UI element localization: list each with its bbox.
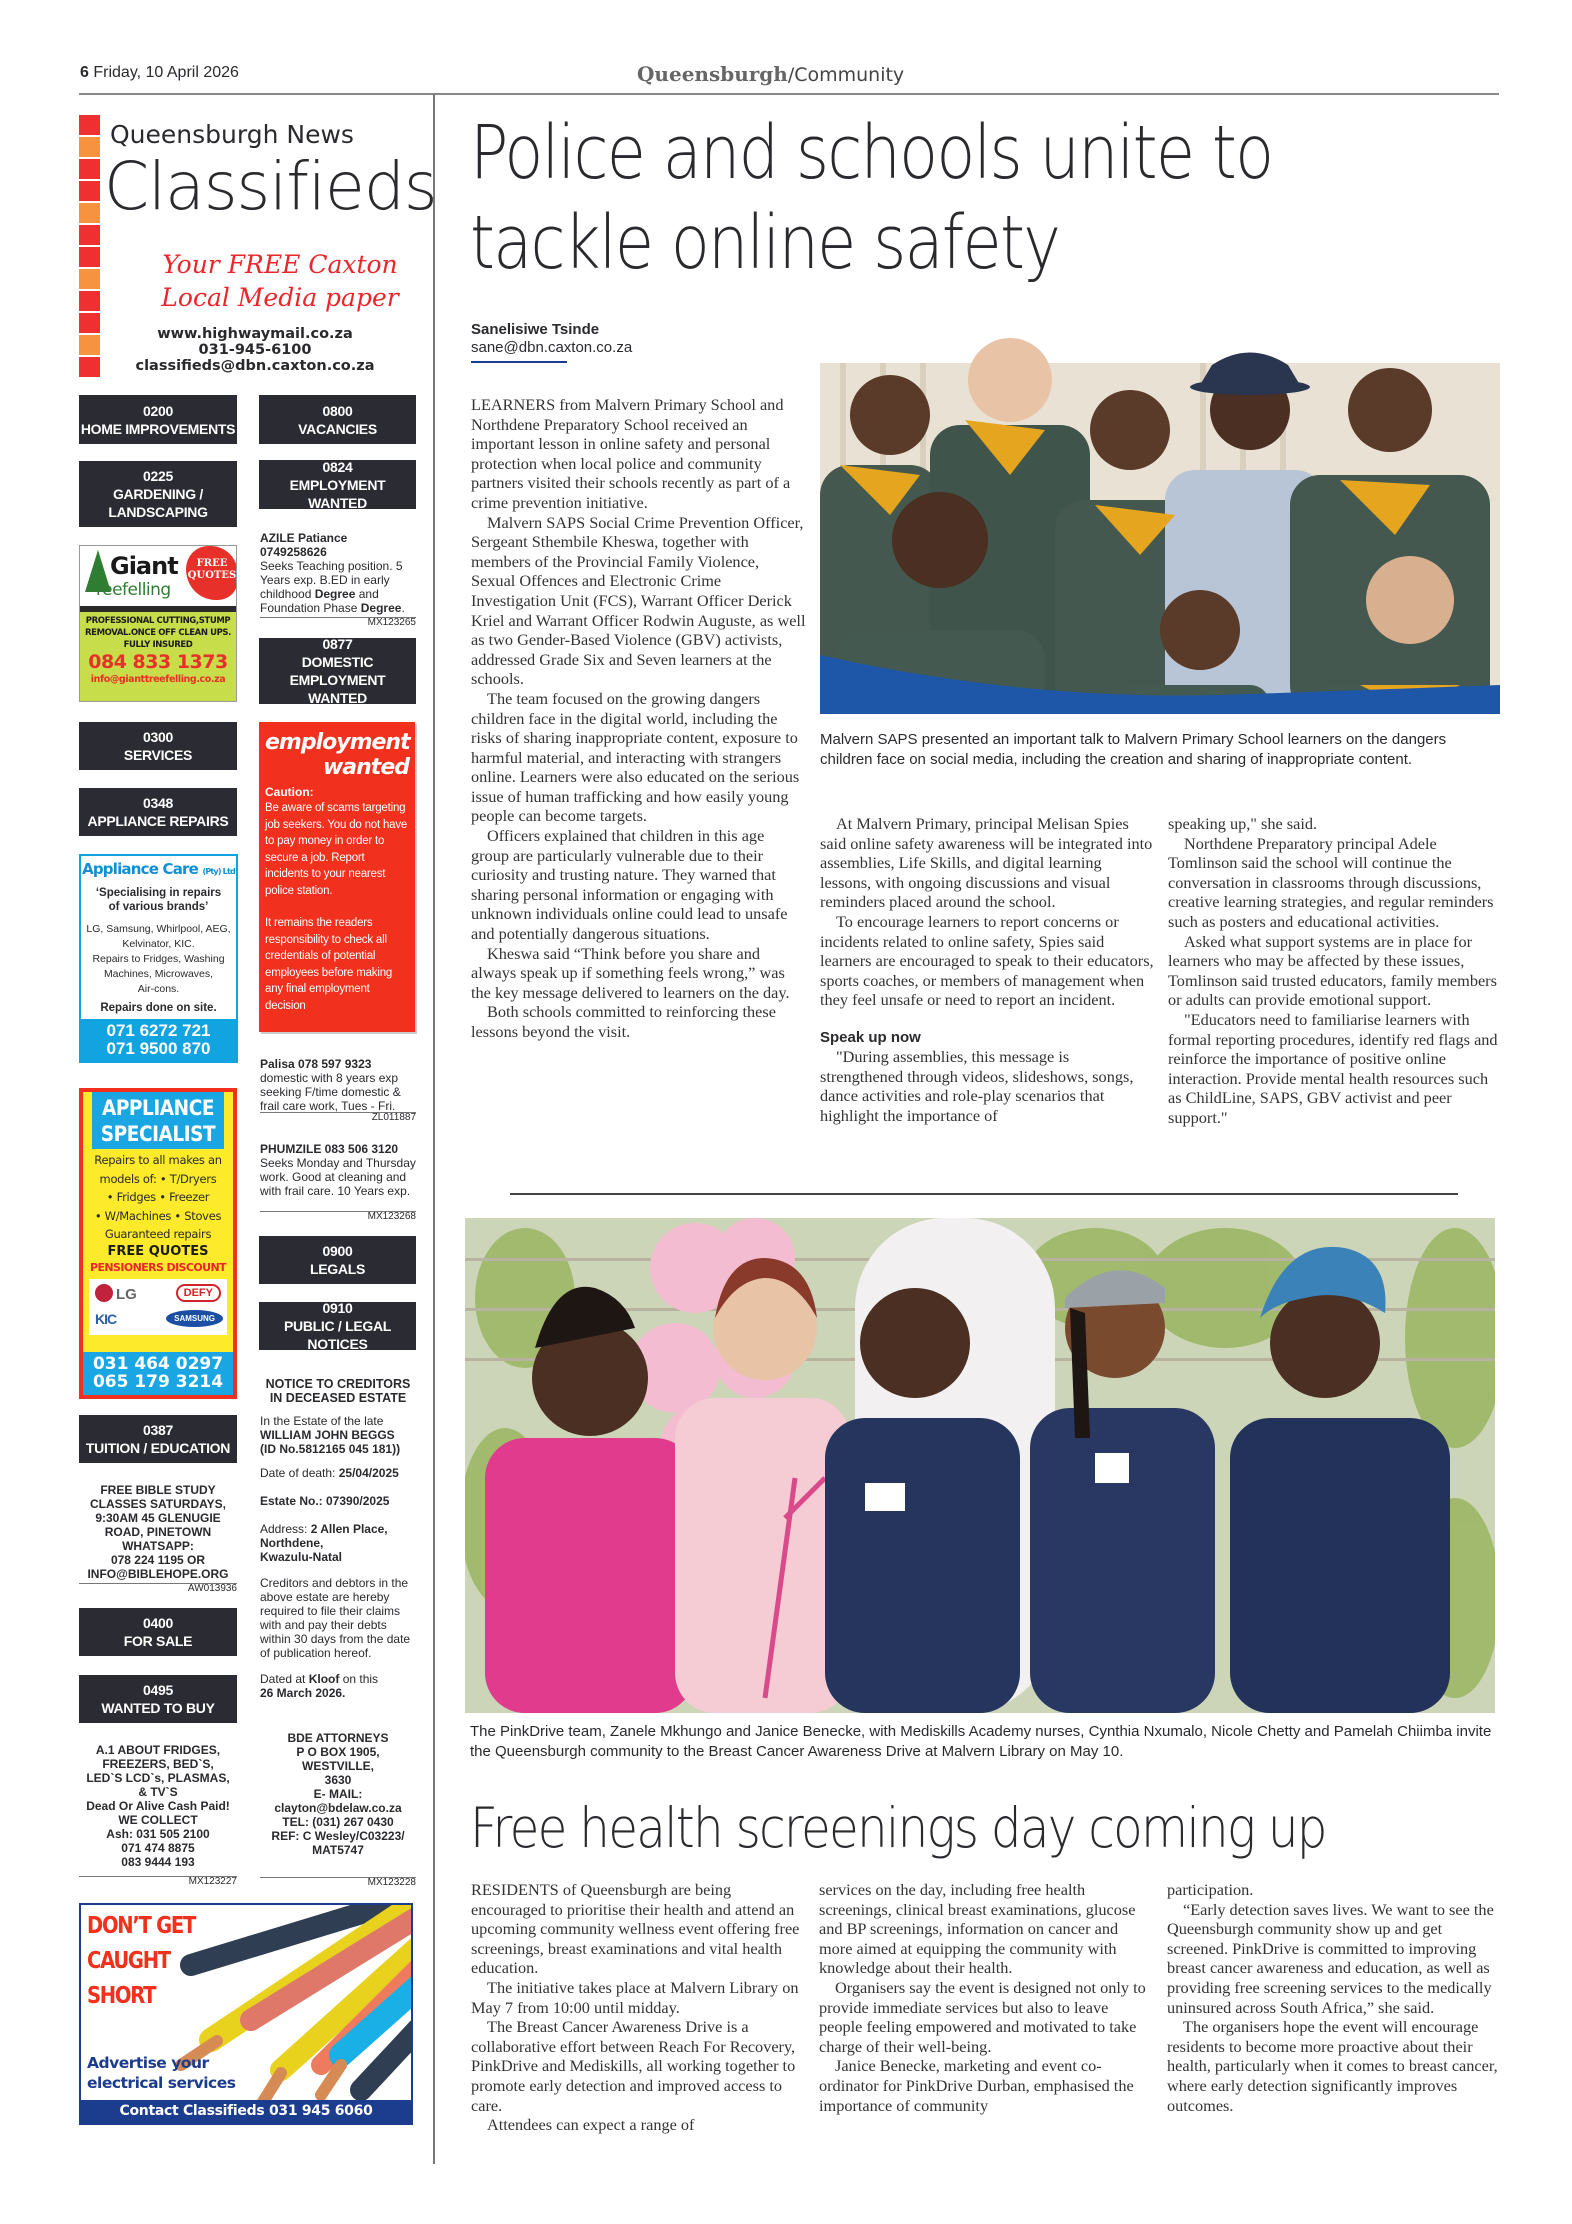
category-code: 0200 xyxy=(143,402,173,419)
ad-line: 9:30AM 45 GLENUGIE xyxy=(95,1511,221,1525)
headline-line: DON’T GET xyxy=(87,1913,196,1939)
category-code: 0824 xyxy=(322,458,353,475)
paragraph: RESIDENTS of Queensburgh are being encouraged to prioritise their health and attend an upcoming community wellness event offering free screenings, breast examinations and vital health education. xyxy=(471,1880,800,1978)
ad-inner xyxy=(83,1092,233,1395)
brands-line: Machines, Microwaves, xyxy=(103,968,214,980)
classified-palisa xyxy=(260,1057,420,1113)
brands-line: Air-cons. xyxy=(137,983,180,995)
paragraph: Asked what support systems are in place for learners who may be affected by these issues, Tomlinson said trusted educators, family members or adults can provide emotional support. xyxy=(1168,931,1497,1010)
ad-brands xyxy=(81,922,236,997)
ad-email[interactable]: info@gianttreefelling.co.za xyxy=(90,674,226,685)
kic-logo-icon: KIC xyxy=(95,1310,117,1327)
article-column-3 xyxy=(1167,1880,1502,2115)
category-0300 xyxy=(79,722,237,770)
section-name: /Community xyxy=(787,64,905,86)
brands-line: Repairs to Fridges, Washing xyxy=(92,953,225,965)
category-0348 xyxy=(79,788,237,836)
attorney-line: 3630 xyxy=(324,1773,352,1787)
paragraph: Northdene Preparatory principal Adele Tomlinson said the school will continue the conversation in classrooms through discussions, creative learning strategies, and regular reminders such as posters and educational activities. xyxy=(1168,833,1494,931)
column-divider xyxy=(433,94,435,2164)
attorney-line: WESTVILLE, xyxy=(302,1759,374,1773)
title-line: wanted xyxy=(322,755,409,780)
ad-body: Seeks Monday and Thursday work. Good at cleaning and with frail care. 10 Years exp. xyxy=(260,1156,416,1198)
attorney-line: REF: C Wesley/C03223/ xyxy=(271,1829,405,1843)
ad-line: 078 224 1195 OR xyxy=(110,1553,206,1567)
phone-number[interactable]: 071 6272 721 xyxy=(106,1021,211,1040)
ad-bold: Degree xyxy=(314,587,356,601)
ad-line: FREEZERS, BED`S, xyxy=(102,1757,214,1771)
learners-photo-image xyxy=(820,300,1500,714)
ad-appliance-specialist[interactable] xyxy=(79,1088,237,1399)
ad-line: A.1 ABOUT FRIDGES, xyxy=(95,1743,221,1757)
headline-line: Police and schools unite to xyxy=(470,110,1273,196)
ad-name: PHUMZILE 083 506 3120 xyxy=(260,1142,399,1156)
ad-brand-sub: reefelling xyxy=(96,580,171,600)
author-name: Sanelisiwe Tsinde xyxy=(471,321,600,338)
paragraph: Janice Benecke, marketing and event co-ordinator for PinkDrive Durban, emphasised the importance of community xyxy=(819,2056,1134,2115)
ad-reference: MX123268 xyxy=(260,1211,416,1222)
category-label: WANTED TO BUY xyxy=(101,1700,215,1716)
estate-intro: In the Estate of the late xyxy=(260,1414,384,1428)
headline-line: tackle online safety xyxy=(470,200,1060,286)
ad-brand xyxy=(81,856,236,878)
byline-divider xyxy=(471,361,567,363)
paragraph: The team focused on the growing dangers children face in the digital world, including the risks of sharing inappropriate content, exposure to harmful material, and interacting with strangers online. Learners were also educated on the serious issue of human trafficking and how easily young people can become targets. xyxy=(471,688,800,826)
ad-line: CLASSES SATURDAYS, xyxy=(89,1497,227,1511)
category-0900 xyxy=(259,1236,416,1284)
free-quotes-badge xyxy=(186,546,237,600)
category-code: 0348 xyxy=(143,795,173,811)
category-0200 xyxy=(79,395,237,444)
deceased-name: WILLIAM JOHN BEGGS xyxy=(260,1428,395,1442)
section-town: Queensburgh xyxy=(637,62,788,86)
attorney-phone: TEL: (031) 267 0430 xyxy=(282,1815,394,1829)
category-0800 xyxy=(259,395,416,444)
ad-body xyxy=(80,612,236,702)
ad-line: WE COLLECT xyxy=(118,1813,198,1827)
paragraph: "Educators need to familiarise learners with formal reporting procedures, identify red flags and reinforce the importance of positive online interaction. Provide mental health resources such as ChildLine, SAPS, GBV activist and peer support." xyxy=(1168,1009,1498,1127)
category-code: 0877 xyxy=(322,636,353,652)
brand-logos xyxy=(89,1279,227,1335)
classified-bible-study xyxy=(79,1483,237,1581)
ad-line: 071 474 8875 xyxy=(121,1841,195,1855)
title-line: SPECIALIST xyxy=(100,1122,216,1146)
box-title xyxy=(265,730,409,780)
tagline-line: Local Media paper xyxy=(161,283,399,312)
category-label: FOR SALE xyxy=(123,1633,193,1649)
category-label: VACANCIES xyxy=(298,420,377,437)
tagline-line: of various brands’ xyxy=(108,901,209,913)
category-label: DOMESTIC EMPLOYMENT xyxy=(289,654,386,688)
ad-reference: AW013936 xyxy=(79,1583,237,1594)
tagline-line: Your FREE Caxton xyxy=(162,250,398,279)
masthead-tagline xyxy=(150,248,410,314)
brand-name: Appliance Care xyxy=(82,860,199,878)
section-label xyxy=(637,62,904,87)
classified-phumzile xyxy=(260,1142,420,1198)
classified-fridges xyxy=(79,1743,237,1869)
defy-logo-icon: DEFY xyxy=(176,1284,221,1302)
attorney-line: P O BOX 1905, xyxy=(296,1745,380,1759)
brands-line: Kelvinator, KIC. xyxy=(122,938,195,950)
ad-onsite: Repairs done on site. xyxy=(100,1002,217,1014)
paragraph: Organisers say the event is designed not only to provide immediate services but also to leave people feeling empowered and motivated to take charge of their well-being. xyxy=(819,1977,1146,2056)
ad-giant-treefelling[interactable] xyxy=(79,545,237,702)
ad-line: 083 9444 193 xyxy=(121,1855,195,1869)
category-code: 0300 xyxy=(143,729,173,745)
service-line: Guaranteed repairs xyxy=(104,1227,212,1241)
ad-line: Dead Or Alive Cash Paid! xyxy=(86,1799,230,1813)
classified-azile xyxy=(260,531,420,615)
ad-line: FREE BIBLE STUDY xyxy=(100,1483,216,1497)
place: Kloof xyxy=(308,1672,340,1686)
ad-phones xyxy=(83,1352,233,1395)
paragraph: Attendees can expect a range of xyxy=(487,2115,695,2135)
legal-notice-body xyxy=(260,1414,420,1700)
article-divider xyxy=(510,1193,1458,1195)
subhead-line: Advertise your xyxy=(87,2054,209,2072)
paragraph: At Malvern Primary, principal Melisan Spies said online safety awareness will be integrated into assemblies, Life Skills, and digital learning lessons, with ongoing discussions and visual reminders placed around the school. xyxy=(820,814,1153,912)
ad-text: . xyxy=(401,601,405,615)
ad-bold: Degree xyxy=(360,601,402,615)
masthead-title: Classifieds xyxy=(104,148,437,225)
page-number: 6 xyxy=(80,64,89,81)
category-0824 xyxy=(259,460,416,509)
logo-text: LG xyxy=(116,1285,137,1303)
category-0387 xyxy=(79,1415,237,1463)
ad-body xyxy=(260,559,420,615)
masthead-paper-name: Queensburgh News xyxy=(110,120,354,149)
value: 25/04/2025 xyxy=(338,1466,399,1480)
masthead-email-link[interactable]: classifieds@dbn.caxton.co.za xyxy=(135,358,375,374)
ad-reference: MX123227 xyxy=(79,1876,237,1887)
article-column-2 xyxy=(819,1880,1154,2115)
free-quotes: FREE QUOTES xyxy=(107,1243,209,1259)
service-line: • W/Machines • Stoves xyxy=(94,1208,222,1223)
tagline-line: ‘Specialising in repairs xyxy=(95,887,222,899)
attorney-line: MAT5747 xyxy=(312,1843,364,1857)
paragraph: Both schools committed to reinforcing these lessons beyond the visit. xyxy=(471,1002,776,1041)
article-column-1 xyxy=(471,1880,806,2135)
ad-electrical-services[interactable] xyxy=(79,1903,413,2125)
paragraph: participation. xyxy=(1167,1880,1254,1899)
ad-reference: MX123265 xyxy=(260,617,416,628)
category-0400 xyxy=(79,1608,237,1656)
ad-name: AZILE Patiance xyxy=(260,531,348,545)
badge-line: FREE xyxy=(196,558,228,569)
attorney-line: E- MAIL: xyxy=(313,1787,363,1801)
responsibility-text: It remains the readers responsibility to check all credentials of potential employees before making any final employment decision xyxy=(265,917,393,1012)
paragraph: LEARNERS from Malvern Primary School and Northdene Preparatory School received an important lesson in online safety and personal protection when local police and community partners visited their schools recently as part of a crime prevention initiative. xyxy=(471,395,791,512)
heading-line: NOTICE TO CREDITORS xyxy=(265,1377,411,1391)
ad-description xyxy=(80,612,236,651)
ad-reference: MX123228 xyxy=(260,1877,416,1888)
ad-line: LED`S LCD`s, PLASMAS, xyxy=(86,1771,230,1785)
page-folio xyxy=(80,64,239,82)
paragraph: The Breast Cancer Awareness Drive is a collaborative effort between Reach For Recovery, PinkDrive and Mediskills, all working together to promote early detection and improved access to care. xyxy=(471,2017,796,2115)
paragraph: services on the day, including free health screenings, clinical breast examinations, glucose and BP screenings, information on cancer and more aimed at equipping the community with knowledge about their health. xyxy=(819,1880,1136,1978)
text: Dated at xyxy=(260,1672,309,1686)
category-0910 xyxy=(259,1302,416,1350)
address-line: Northdene, xyxy=(260,1536,324,1550)
headline-line: CAUGHT xyxy=(87,1948,170,1974)
article-column-1 xyxy=(471,395,806,1042)
subheading: Speak up now xyxy=(820,1028,921,1046)
category-code: 0800 xyxy=(322,402,353,419)
samsung-logo-icon: SAMSUNG xyxy=(166,1310,223,1327)
pinkdrive-photo-image xyxy=(465,1218,1495,1713)
article-photo-pinkdrive xyxy=(465,1218,1495,1713)
masthead-contact xyxy=(110,326,400,374)
article-column-2 xyxy=(820,814,1155,1125)
title-line: employment xyxy=(265,730,410,755)
lg-logo-icon xyxy=(95,1284,137,1303)
ad-phone[interactable]: 084 833 1373 xyxy=(88,651,228,673)
category-code: 0910 xyxy=(322,1300,353,1316)
ad-body: domestic with 8 years exp seeking F/time domestic & frail care work, Tues - Fri. xyxy=(260,1071,401,1113)
category-0225 xyxy=(79,461,237,527)
service-line: Repairs to all makes an xyxy=(94,1153,222,1167)
desc-line: PROFESSIONAL CUTTING,STUMP xyxy=(85,616,231,626)
creditors-text: Creditors and debtors in the above estate are hereby required to file their claims with and pay their debts within 30 days from the date of publication hereof. xyxy=(260,1576,411,1660)
ad-line: Ash: 031 505 2100 xyxy=(106,1827,210,1841)
ad-name: Palisa 078 597 9323 xyxy=(260,1057,372,1071)
category-code: 0495 xyxy=(143,1682,173,1698)
paragraph: To encourage learners to report concerns or incidents related to online safety, Spies said learners are encouraged to speak to their educators, sports coaches, or members of management when they feel unsafe or need to report an incident. xyxy=(820,911,1154,1010)
ad-subhead xyxy=(87,2053,235,2093)
text: on this xyxy=(339,1672,379,1686)
category-label: LANDSCAPING xyxy=(108,504,208,520)
paragraph: Kheswa said “Think before you share and always speak up if something feels wrong,” was the key message delivered to learners on the day. xyxy=(471,943,790,1002)
category-code: 0400 xyxy=(143,1615,173,1631)
subhead-line: electrical services xyxy=(87,2074,236,2092)
ad-phones xyxy=(81,1019,236,1061)
heading-line: IN DECEASED ESTATE xyxy=(269,1391,407,1405)
paragraph: Officers explained that children in this age group are particularly vulnerable due to their curiosity and trusting nature. They warned that sharing personal information or engaging with unknown individuals online could lead to unsafe and potentially dangerous situations. xyxy=(471,826,788,944)
badge-line: QUOTES xyxy=(187,570,237,581)
ad-text: Seeks Teaching position. 5 Years exp. B.ED in early childhood xyxy=(260,559,403,601)
estate-number: Estate No.: 07390/2025 xyxy=(260,1494,390,1508)
paragraph: The organisers hope the event will encourage residents to become more proactive about their health, particularly when it comes to breast cancer, where early detection significantly improves outcomes. xyxy=(1167,2017,1498,2115)
issue-date: Friday, 10 April 2026 xyxy=(93,64,239,81)
attorney-email[interactable]: clayton@bdelaw.co.za xyxy=(274,1801,402,1815)
attorney-line: BDE ATTORNEYS xyxy=(287,1731,389,1745)
category-label: SERVICES xyxy=(123,747,193,763)
value: 2 Allen Place, xyxy=(310,1522,388,1536)
category-code: 0225 xyxy=(143,468,173,484)
caution-text: Be aware of scams targeting job seekers. You do not have to pay money in order to secure a job. Report incidents to your nearest police station. xyxy=(265,802,408,897)
photo-caption: The PinkDrive team, Zanele Mkhungo and Janice Benecke, with Mediskills Academy nurses, Cynthia Nxumalo, Nicole Chetty and Pamelah Chiimba invite the Queensburgh community to the Breast Cancer Awareness Drive at Malvern Library on May 10. xyxy=(470,1723,1492,1760)
paragraph: The initiative takes place at Malvern Library on May 7 from 10:00 until midday. xyxy=(471,1977,799,2017)
brand-suffix: (Pty) Ltd xyxy=(202,867,235,876)
death-date xyxy=(260,1466,420,1480)
masthead-phone: 031-945-6100 xyxy=(198,342,312,358)
label: Address: xyxy=(260,1522,311,1536)
address xyxy=(260,1522,420,1536)
category-label: TUITION / EDUCATION xyxy=(85,1440,231,1456)
brands-line: LG, Samsung, Whirlpool, AEG, xyxy=(86,923,231,935)
category-label: GARDENING / xyxy=(112,486,204,502)
category-0877 xyxy=(259,638,416,704)
photo-caption: Malvern SAPS presented an important talk to Malvern Primary School learners on the dangers children face on social media, including the creation and sharing of inappropriate content. xyxy=(820,731,1447,768)
ad-phone: 0749258626 xyxy=(260,545,327,559)
category-label: EMPLOYMENT WANTED xyxy=(289,476,386,511)
author-email[interactable]: sane@dbn.caxton.co.za xyxy=(471,339,633,356)
dated-date: 26 March 2026. xyxy=(260,1686,346,1700)
header-divider xyxy=(79,93,1499,95)
desc-line: FULLY INSURED xyxy=(123,640,193,650)
article-headline xyxy=(470,108,1272,288)
dated-line xyxy=(260,1672,420,1686)
article-photo-learners xyxy=(820,300,1500,714)
address-line: Kwazulu-Natal xyxy=(260,1550,343,1564)
category-label: LEGALS xyxy=(310,1261,365,1277)
attorney-contact xyxy=(260,1731,416,1857)
masthead-website-link[interactable]: www.highwaymail.co.za xyxy=(157,326,353,342)
ad-reference: ZL011887 xyxy=(260,1112,416,1123)
article-headline: Free health screenings day coming up xyxy=(470,1796,1326,1860)
category-code: 0900 xyxy=(322,1243,353,1259)
legal-notice-heading xyxy=(260,1377,416,1405)
ad-title xyxy=(92,1092,224,1149)
ad-brand: Giant xyxy=(110,552,178,580)
category-label: HOME IMPROVEMENTS xyxy=(80,420,236,437)
deceased-id: (ID No.5812165 045 181)) xyxy=(260,1442,401,1456)
masthead-stripes xyxy=(79,115,100,377)
category-0495 xyxy=(79,1675,237,1723)
title-line: APPLIANCE xyxy=(101,1096,215,1120)
ad-line: & TV`S xyxy=(138,1785,178,1799)
pensioners-discount: PENSIONERS DISCOUNT xyxy=(90,1260,226,1274)
paragraph: speaking up," she said. xyxy=(1168,814,1318,833)
service-line: models of: • T/Dryers xyxy=(99,1171,217,1186)
ad-header xyxy=(80,546,236,606)
label: Date of death: xyxy=(260,1466,339,1480)
desc-line: REMOVAL.ONCE OFF CLEAN UPS. xyxy=(85,628,231,638)
paragraph: “Early detection saves lives. We want to see the Queensburgh community show up and get screened. PinkDrive is committed to improving breast cancer awareness and education, as well as providing free screening services to the medically uninsured across South Africa,” she said. xyxy=(1167,1899,1494,2017)
ad-headline xyxy=(87,1909,195,2014)
phone-number[interactable]: 071 9500 870 xyxy=(106,1039,211,1058)
article-column-3 xyxy=(1168,814,1503,1128)
service-line: • Fridges • Freezer xyxy=(106,1190,210,1204)
headline-line: SHORT xyxy=(87,1983,156,2009)
ad-appliance-care[interactable] xyxy=(79,854,238,1063)
paragraph: Malvern SAPS Social Crime Prevention Officer, Sergeant Sthembile Kheswa, together with members of the Provincial Family Violence, Sexual Offences and Electronic Crime Investigation Unit (FCS), Warrant Officer Derick Kriel and Warrant Officer Rodwin Auguste, as well as two Gender-Based Violence (GBV) activists, addressed Grade Six and Seven learners at the schools. xyxy=(471,512,806,689)
caution-label: Caution: xyxy=(265,785,314,799)
ad-line: ROAD, PINETOWN xyxy=(104,1525,212,1539)
ad-line: INFO@BIBLEHOPE.ORG xyxy=(87,1567,229,1581)
ad-services xyxy=(83,1149,233,1244)
ad-line: WHATSAPP: xyxy=(122,1539,194,1553)
phone-number[interactable]: 031 464 0297 xyxy=(92,1354,224,1374)
category-label: APPLIANCE REPAIRS xyxy=(87,813,229,829)
phone-number[interactable]: 065 179 3214 xyxy=(92,1372,224,1392)
category-code: 0387 xyxy=(143,1422,173,1438)
category-label: WANTED xyxy=(308,690,367,706)
paragraph: "During assemblies, this message is strengthened through videos, slideshows, songs, dance activities and role-play scenarios that highlight the importance of xyxy=(820,1046,1134,1125)
ad-text: and Foundation Phase xyxy=(260,587,379,615)
ad-contact[interactable]: Contact Classifieds 031 945 6060 xyxy=(81,2100,411,2123)
employment-caution-box xyxy=(259,722,415,1032)
category-label: PUBLIC / LEGAL NOTICES xyxy=(283,1318,392,1352)
ad-tagline xyxy=(81,886,236,914)
